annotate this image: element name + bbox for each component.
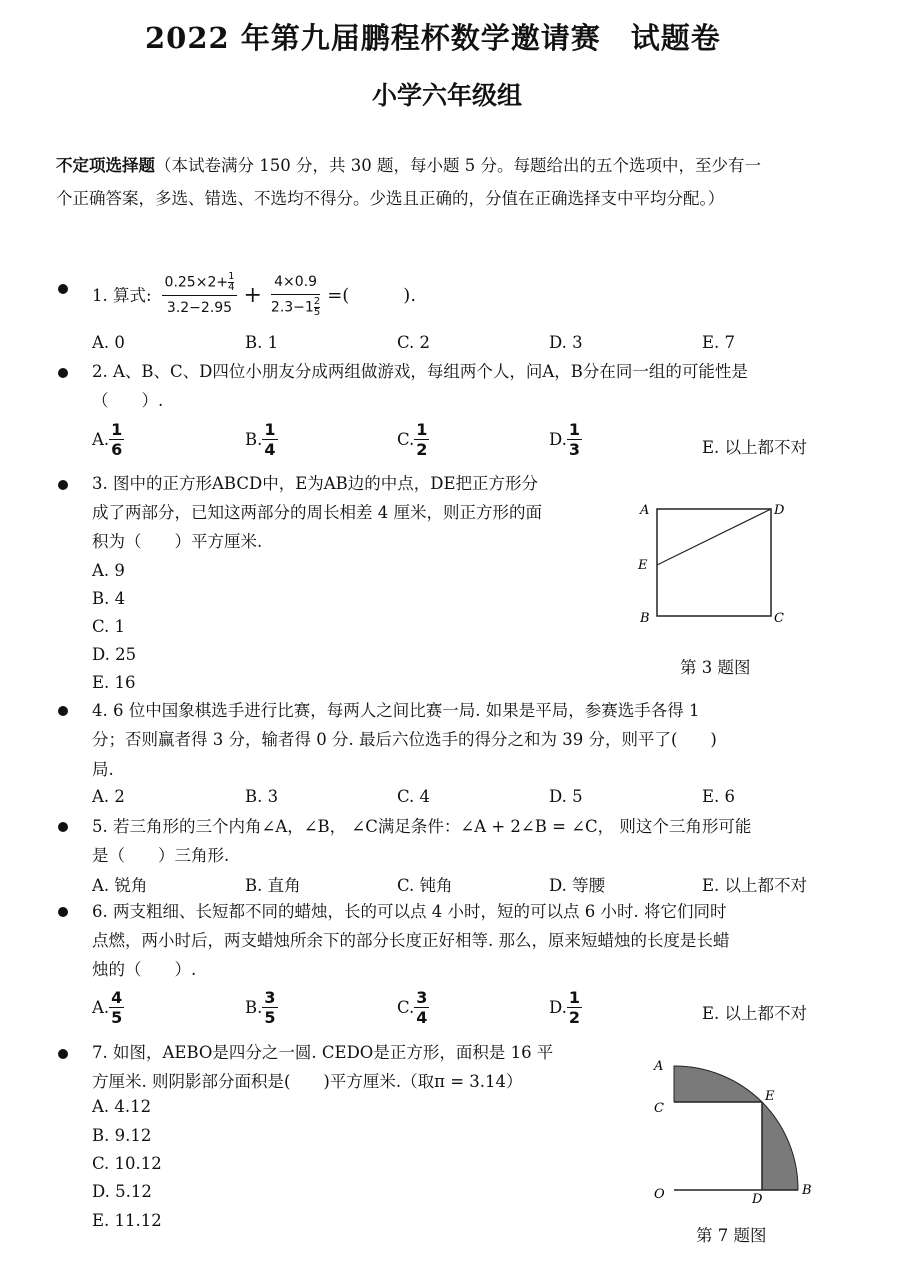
label-c: C <box>774 611 784 626</box>
frac-den: 3 <box>568 440 581 459</box>
q4-option-a[interactable]: A. 2 <box>92 787 125 806</box>
q7-option-d[interactable]: D. 5.12 <box>92 1182 152 1201</box>
bullet <box>58 907 68 917</box>
q7-option-b[interactable]: B. 9.12 <box>92 1126 152 1145</box>
label-b: B <box>802 1183 812 1198</box>
label-d: D <box>752 1192 763 1207</box>
bullet <box>58 480 68 490</box>
frac-num: 3 <box>416 988 428 1007</box>
frac-num: 1 <box>568 420 581 439</box>
frac-den: 2 <box>568 1008 581 1027</box>
q7-option-e[interactable]: E. 11.12 <box>92 1211 162 1230</box>
frac-den: 5 <box>111 1008 123 1027</box>
q7-line1: 7. 如图，AEBO是四分之一圆. CEDO是正方形，面积是 16 平 <box>92 1043 554 1062</box>
square-abcd <box>657 509 771 616</box>
label-a: A <box>654 1059 664 1074</box>
frac-den: 4 <box>416 1008 428 1027</box>
frac-den: 5 <box>264 1008 276 1027</box>
q4-option-e[interactable]: E. 6 <box>702 787 736 806</box>
label-a: A <box>640 503 650 518</box>
instructions-line1 <box>56 152 761 179</box>
option-letter: B. <box>245 998 263 1017</box>
q5-option-e[interactable]: E. 以上都不对 <box>702 876 808 895</box>
option-letter: C. <box>397 998 415 1017</box>
q1-option-a[interactable]: A. 0 <box>92 333 125 352</box>
q1-option-c[interactable]: C. 2 <box>397 333 431 352</box>
q1-frac2-denominator: 2.3−1 <box>270 299 314 316</box>
q1-option-d[interactable]: D. 3 <box>549 333 583 352</box>
q1-frac2-numerator: 4×0.9 <box>271 272 320 295</box>
option-letter: B. <box>245 430 263 449</box>
q2-line1: 2. A、B、C、D四位小朋友分成两组做游戏，每组两个人，问A，B分在同一组的可能性是 <box>92 362 748 381</box>
option-letter: A. <box>92 430 110 449</box>
q4-line2: 分；否则赢者得 3 分，输者得 0 分. 最后六位选手的得分之和为 39 分，则平了( ) <box>92 730 717 749</box>
q3-line2: 成了两部分，已知这两部分的周长相差 4 厘米，则正方形的面 <box>92 503 542 522</box>
q1-frac1-numerator: 0.25×2+ <box>164 274 229 291</box>
q3-option-e[interactable]: E. 16 <box>92 673 136 692</box>
q1-prefix: 1. 算式: <box>92 285 152 305</box>
label-e: E <box>765 1089 775 1104</box>
q4-option-b[interactable]: B. 3 <box>245 787 279 806</box>
q1-frac1-denominator: 3.2−2.95 <box>166 300 233 316</box>
frac-den: 4 <box>264 440 276 459</box>
q6-line1: 6. 两支粗细、长短都不同的蜡烛，长的可以点 4 小时，短的可以点 6 小时. 将它们同时 <box>92 902 727 921</box>
q5-line2: 是（ ）三角形. <box>92 846 230 865</box>
q5-option-c[interactable]: C. 钝角 <box>397 876 453 895</box>
bullet <box>58 284 68 294</box>
q2-option-d[interactable] <box>549 420 582 459</box>
q1-mini2-den: 5 <box>313 307 321 318</box>
q3-option-a[interactable]: A. 9 <box>92 561 125 580</box>
label-d: D <box>774 503 785 518</box>
q3-line1: 3. 图中的正方形ABCD中，E为AB边的中点，DE把正方形分 <box>92 474 539 493</box>
option-letter: C. <box>397 430 415 449</box>
q2-line2: （ ）. <box>92 391 164 410</box>
page-subtitle: 小学六年级组 <box>372 81 523 110</box>
section-label: 不定项选择题 <box>56 156 155 175</box>
bullet <box>58 822 68 832</box>
q7-option-a[interactable]: A. 4.12 <box>92 1097 152 1116</box>
shaded-region-top <box>674 1066 762 1102</box>
q2-option-a[interactable] <box>92 420 124 459</box>
q6-option-a[interactable] <box>92 988 124 1027</box>
instructions-line2: 个正确答案，多选、错选、不选均不得分。少选且正确的，分值在正确选择支中平均分配。） <box>56 189 725 208</box>
q6-option-d[interactable] <box>549 988 582 1027</box>
segment-de <box>657 509 771 565</box>
bullet <box>58 368 68 378</box>
option-letter: D. <box>549 998 567 1017</box>
q1-mini2-num: 2 <box>313 296 321 307</box>
bullet <box>58 1049 68 1059</box>
q1-mini-den: 4 <box>228 282 235 293</box>
q2-option-c[interactable] <box>397 420 429 459</box>
shaded-region-right <box>762 1102 798 1190</box>
option-letter: D. <box>549 430 567 449</box>
q1-plus: + <box>243 282 262 308</box>
label-b: B <box>640 611 650 626</box>
label-c: C <box>654 1101 664 1116</box>
q7-figure-quarter-circle <box>640 1050 830 1210</box>
q6-line2: 点燃，两小时后，两支蜡烛所余下的部分长度正好相等. 那么，原来短蜡烛的长度是长蜡 <box>92 931 730 950</box>
frac-num: 4 <box>111 988 123 1007</box>
q1-fraction-2 <box>268 272 323 318</box>
q6-option-b[interactable] <box>245 988 278 1027</box>
q5-line1: 5. 若三角形的三个内角∠A，∠B， ∠C满足条件：∠A + 2∠B = ∠C， 则这个三角形可能 <box>92 817 752 836</box>
q3-option-d[interactable]: D. 25 <box>92 645 137 664</box>
q1-suffix: =( ). <box>327 284 417 306</box>
frac-num: 3 <box>264 988 276 1007</box>
label-o: O <box>654 1187 665 1202</box>
q7-line2: 方厘米. 则阴影部分面积是( )平方厘米.（取π = 3.14） <box>92 1072 523 1091</box>
q1-fraction-1 <box>162 272 238 318</box>
q5-option-b[interactable]: B. 直角 <box>245 876 301 895</box>
q7-option-c[interactable]: C. 10.12 <box>92 1154 162 1173</box>
q3-option-b[interactable]: B. 4 <box>92 589 126 608</box>
frac-den: 2 <box>416 440 428 459</box>
option-letter: A. <box>92 998 110 1017</box>
q1-option-e[interactable]: E. 7 <box>702 333 736 352</box>
q1-mini-num: 1 <box>228 271 235 282</box>
q1-option-b[interactable]: B. 1 <box>245 333 279 352</box>
q4-option-d[interactable]: D. 5 <box>549 787 583 806</box>
bullet <box>58 706 68 716</box>
question-1 <box>92 260 416 330</box>
q3-figure-caption: 第 3 题图 <box>680 658 751 677</box>
label-e: E <box>638 558 648 573</box>
instructions-text1: （本试卷满分 150 分，共 30 题，每小题 5 分。每题给出的五个选项中，至少有一 <box>155 156 761 175</box>
q1-frac2-mini <box>314 297 320 318</box>
q7-figure-caption: 第 7 题图 <box>696 1226 767 1245</box>
frac-den: 6 <box>111 440 123 459</box>
q2-option-b[interactable] <box>245 420 278 459</box>
q5-option-d[interactable]: D. 等腰 <box>549 876 606 895</box>
q3-figure-square <box>630 495 800 630</box>
q4-line3: 局. <box>92 760 114 779</box>
frac-num: 1 <box>568 988 581 1007</box>
q6-option-e[interactable]: E. 以上都不对 <box>702 1004 808 1023</box>
q1-frac1-mini <box>228 272 234 293</box>
q6-line3: 烛的（ ）. <box>92 960 197 979</box>
q3-line3: 积为（ ）平方厘米. <box>92 532 263 551</box>
q5-option-a[interactable]: A. 锐角 <box>92 876 148 895</box>
q6-option-c[interactable] <box>397 988 429 1027</box>
page-title: 2022 年第九届鹏程杯数学邀请赛 试题卷 <box>145 21 721 55</box>
q2-option-e[interactable]: E. 以上都不对 <box>702 438 808 457</box>
frac-num: 1 <box>416 420 428 439</box>
frac-num: 1 <box>264 420 276 439</box>
q3-option-c[interactable]: C. 1 <box>92 617 126 636</box>
q4-option-c[interactable]: C. 4 <box>397 787 431 806</box>
q4-line1: 4. 6 位中国象棋选手进行比赛，每两人之间比赛一局. 如果是平局，参赛选手各得 1 <box>92 701 700 720</box>
frac-num: 1 <box>111 420 123 439</box>
